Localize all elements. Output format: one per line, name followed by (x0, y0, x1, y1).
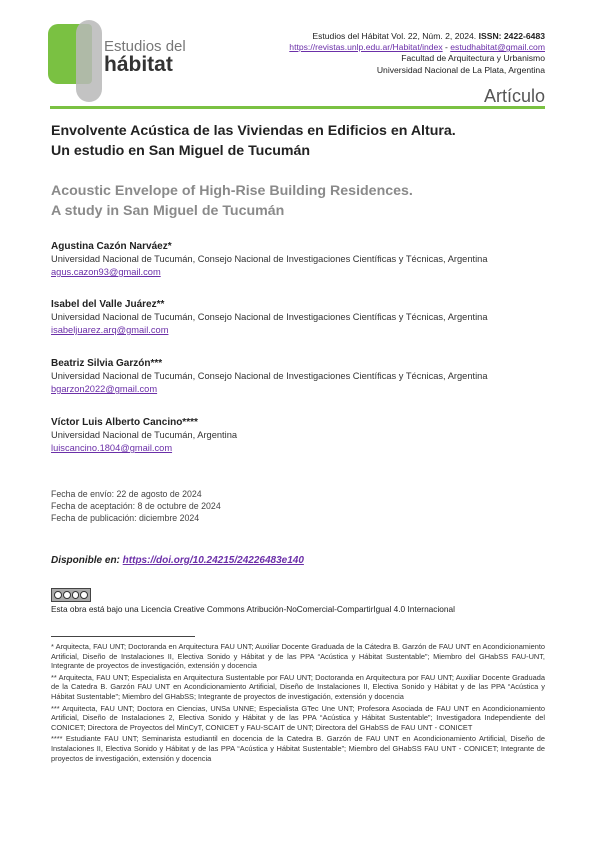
section-label: Artículo (483, 86, 545, 106)
university: Universidad Nacional de La Plata, Argentina (376, 64, 545, 75)
date-published: Fecha de publicación: diciembre 2024 (51, 513, 200, 523)
journal-url-link[interactable]: https://revistas.unlp.edu.ar/Habitat/index (289, 42, 443, 53)
author-name: Víctor Luis Alberto Cancino**** (51, 417, 198, 428)
title-es-line2: Un estudio en San Miguel de Tucumán (51, 142, 311, 159)
availability-line (51, 555, 304, 566)
date-sent: Fecha de envío: 22 de agosto de 2024 (51, 489, 202, 499)
author-email-link[interactable]: agus.cazon93@gmail.com (51, 267, 161, 277)
author-block (51, 240, 546, 279)
cc-icon (54, 591, 62, 599)
by-icon (63, 591, 71, 599)
author-email-link[interactable]: isabeljuarez.arq@gmail.com (51, 325, 169, 335)
footnote: **** Estudiante FAU UNT; Seminarista estudiantil en docencia de la Catedra B. Garzón de FAU UNT en Acondicionamiento Artificial, Diseño de Instalaciones II, Electiva Sonido y Hábitat y de las PPA “Acústica y Hábitat Sustentable”; Miembro del GHabSS FAU UNT - CONICET; Integrante de proyectos de investigación, extensión y docencia (51, 734, 545, 763)
journal-email-link[interactable]: estudhabitat@gmail.com (450, 42, 545, 53)
nc-icon (72, 591, 80, 599)
author-affiliation: Universidad Nacional de Tucumán, Argentina (51, 430, 238, 440)
journal-logo (48, 20, 188, 102)
footnote-divider (51, 636, 195, 637)
author-name: Beatriz Silvia Garzón*** (51, 358, 163, 369)
title-es-line1: Envolvente Acústica de las Viviendas en Edificios en Altura. (51, 123, 456, 139)
logo-text-line1: Estudios del (104, 38, 186, 55)
journal-links-line (289, 42, 545, 53)
logo-text-line2: hábitat (104, 53, 173, 76)
footnote: ** Arquitecta, FAU UNT; Especialista en Arquitectura Sustentable por FAU UNT; Doctoranda en Arquitectura por FAU UNT; Auxiliar Docente Graduada de la Catedra B. Garzón FAU UNT en Acondicionamiento Artificial, Diseño de Instalaciones II, Electiva Sonido y Hábitat y de las PPA “Acústica y Hábitat Sustentable”; Miembro del GHabSS; Integrante de proyectos de investigación, extensión y docencia (51, 672, 545, 701)
author-email-link[interactable]: luiscancino.1804@gmail.com (51, 443, 173, 453)
journal-volume-line (289, 31, 545, 42)
article-title-english (51, 182, 546, 221)
author-block (51, 357, 546, 396)
faculty: Facultad de Arquitectura y Urbanismo (401, 53, 545, 64)
doi-link[interactable]: https://doi.org/10.24215/24226483e140 (122, 555, 304, 566)
creative-commons-badge-icon[interactable] (51, 588, 91, 602)
author-name: Isabel del Valle Juárez** (51, 299, 165, 310)
submission-dates (51, 488, 221, 524)
author-affiliation: Universidad Nacional de Tucumán, Consejo Nacional de Investigaciones Científicas y Técnicas, Argentina (51, 371, 488, 381)
header-divider (50, 106, 545, 109)
title-en-line1: Acoustic Envelope of High-Rise Building Residences. (51, 183, 413, 199)
publication-info (289, 31, 545, 76)
issn: ISSN: 2422-6483 (478, 31, 545, 41)
availability-label: Disponible en: (51, 555, 123, 566)
author-email-link[interactable]: bgarzon2022@gmail.com (51, 384, 158, 394)
date-accepted: Fecha de aceptación: 8 de octubre de 2024 (51, 501, 221, 511)
author-affiliation: Universidad Nacional de Tucumán, Consejo Nacional de Investigaciones Científicas y Técnicas, Argentina (51, 254, 488, 264)
author-block (51, 298, 546, 337)
article-title-spanish (51, 122, 546, 161)
author-name: Agustina Cazón Narváez* (51, 241, 172, 252)
journal-volume: Estudios del Hábitat Vol. 22, Núm. 2, 2024. (312, 31, 477, 41)
title-en-line2: A study in San Miguel de Tucumán (51, 202, 285, 219)
link-separator: - (442, 42, 451, 53)
footnote: *** Arquitecta, FAU UNT; Doctora en Ciencias, UNSa UNNE; Especialista GTec Une UNT; Profesora Asociada de FAU UNT en Acondicionamiento Artificial, Diseño de Instalaciones 2, Electiva Sonido y Hábitat y de las PPA “Acústica y Hábitat Sustentable”; Investigadora Independiente del CONICET; Directora de Proyectos del MinCyT, CONICET y FAU-SCAIT de UNT; Directora del GHabSS de FAU UNT - CONICET (51, 703, 545, 732)
license-text: Esta obra está bajo una Licencia Creative Commons Atribución-NoComercial-CompartirIgual 4.0 Internacional (51, 604, 455, 614)
footnote: * Arquitecta, FAU UNT; Doctoranda en Arquitectura FAU UNT; Auxiliar Docente Graduada de la Cátedra B. Garzón de FAU UNT en Acondicionamiento Artificial, Diseño de Instalaciones II, Electiva Sonido y Hábitat y de las PPA “Acústica y Hábitat Sustentable”; Miembro del GHabSS FAU-UNT, Integrante de proyectos de investigación, extensión y docencia (51, 642, 545, 671)
author-block (51, 416, 546, 455)
author-affiliation: Universidad Nacional de Tucumán, Consejo Nacional de Investigaciones Científicas y Técnicas, Argentina (51, 312, 488, 322)
logo-gray-shape (76, 20, 102, 102)
sa-icon (80, 591, 88, 599)
footnotes (51, 642, 545, 765)
